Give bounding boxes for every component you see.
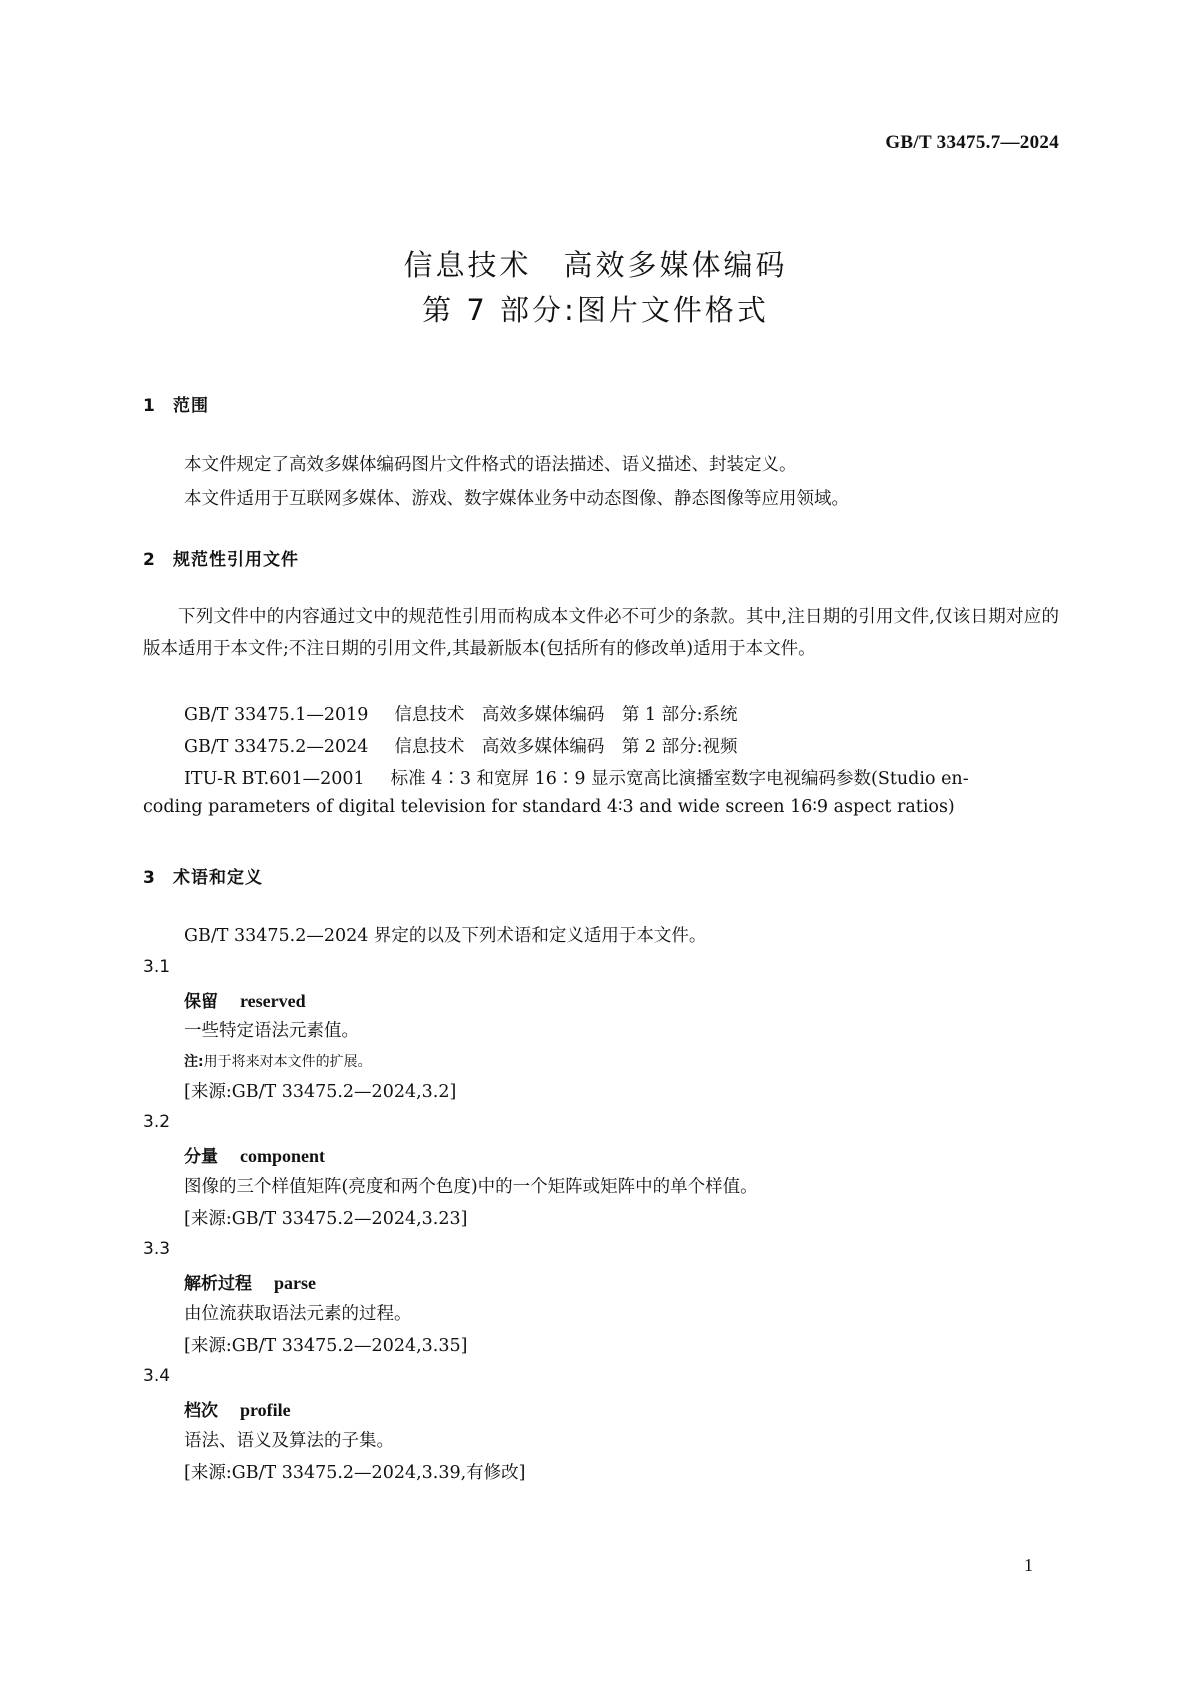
reference-code: GB/T 33475.2—2024 (184, 737, 369, 757)
section1-heading (143, 391, 209, 416)
reference-title: 标准 4∶3 和宽屏 16∶9 显示宽高比演播室数字电视编码参数(Studio en- (390, 769, 969, 789)
reference-item (184, 765, 969, 790)
section1-paragraph: 本文件适用于互联网多媒体、游戏、数字媒体业务中动态图像、静态图像等应用领域。 (184, 489, 849, 509)
term-number: 3.1 (143, 957, 171, 977)
page-number: 1 (1024, 1555, 1033, 1575)
document-title-line1: 信息技术 高效多媒体编码 (403, 248, 788, 282)
term-name-zh: 保留 (184, 992, 218, 1012)
section1-title: 范围 (173, 396, 209, 416)
section3-title: 术语和定义 (173, 868, 263, 888)
term-name (184, 1269, 316, 1294)
term-note (184, 1051, 372, 1071)
term-source: [来源:GB/T 33475.2—2024,3.35] (184, 1336, 468, 1356)
reference-title: 信息技术 高效多媒体编码 第 1 部分:系统 (394, 705, 738, 725)
term-definition: 图像的三个样值矩阵(亮度和两个色度)中的一个矩阵或矩阵中的单个样值。 (184, 1177, 758, 1197)
section2-intro: 下列文件中的内容通过文中的规范性引用而构成本文件必不可少的条款。其中,注日期的引用文件,仅该日期对应的版本适用于本文件;不注日期的引用文件,其最新版本(包括所有的修改单)适用于本文件。 (143, 607, 1059, 659)
reference-item (184, 733, 738, 758)
term-number: 3.3 (143, 1239, 171, 1259)
term-name-en: reserved (240, 991, 306, 1011)
note-label: 注: (184, 1054, 204, 1070)
term-name-zh: 分量 (184, 1147, 218, 1167)
section2-title: 规范性引用文件 (173, 550, 299, 570)
term-name (184, 1142, 325, 1167)
section1-number: 1 (143, 396, 156, 416)
term-definition: 由位流获取语法元素的过程。 (184, 1304, 412, 1324)
term-name-en: component (240, 1146, 325, 1166)
term-source: [来源:GB/T 33475.2—2024,3.39,有修改] (184, 1463, 526, 1483)
term-name-zh: 档次 (184, 1401, 218, 1421)
reference-title-continued: coding parameters of digital television for standard 4∶3 and wide screen 16∶9 aspect ratios) (143, 797, 955, 817)
reference-code: GB/T 33475.1—2019 (184, 705, 369, 725)
section3-intro: GB/T 33475.2—2024 界定的以及下列术语和定义适用于本文件。 (184, 926, 707, 946)
term-source: [来源:GB/T 33475.2—2024,3.23] (184, 1209, 468, 1229)
section3-heading (143, 863, 263, 888)
standard-number: GB/T 33475.7—2024 (885, 132, 1059, 153)
term-definition: 一些特定语法元素值。 (184, 1021, 359, 1041)
reference-item (184, 701, 738, 726)
term-name-en: profile (240, 1400, 291, 1420)
document-title-line2: 第 7 部分:图片文件格式 (422, 293, 769, 327)
term-name-zh: 解析过程 (184, 1274, 252, 1294)
section3-number: 3 (143, 868, 156, 888)
term-name-en: parse (274, 1273, 316, 1293)
section2-heading (143, 545, 299, 570)
term-number: 3.2 (143, 1112, 171, 1132)
reference-title: 信息技术 高效多媒体编码 第 2 部分:视频 (394, 737, 738, 757)
reference-code: ITU-R BT.601—2001 (184, 769, 365, 789)
note-text: 用于将来对本文件的扩展。 (203, 1054, 372, 1070)
section1-paragraph: 本文件规定了高效多媒体编码图片文件格式的语法描述、语义描述、封装定义。 (184, 455, 797, 475)
term-number: 3.4 (143, 1366, 171, 1386)
term-name (184, 1396, 291, 1421)
term-definition: 语法、语义及算法的子集。 (184, 1431, 394, 1451)
term-source: [来源:GB/T 33475.2—2024,3.2] (184, 1082, 457, 1102)
term-name (184, 987, 306, 1012)
section2-number: 2 (143, 550, 156, 570)
